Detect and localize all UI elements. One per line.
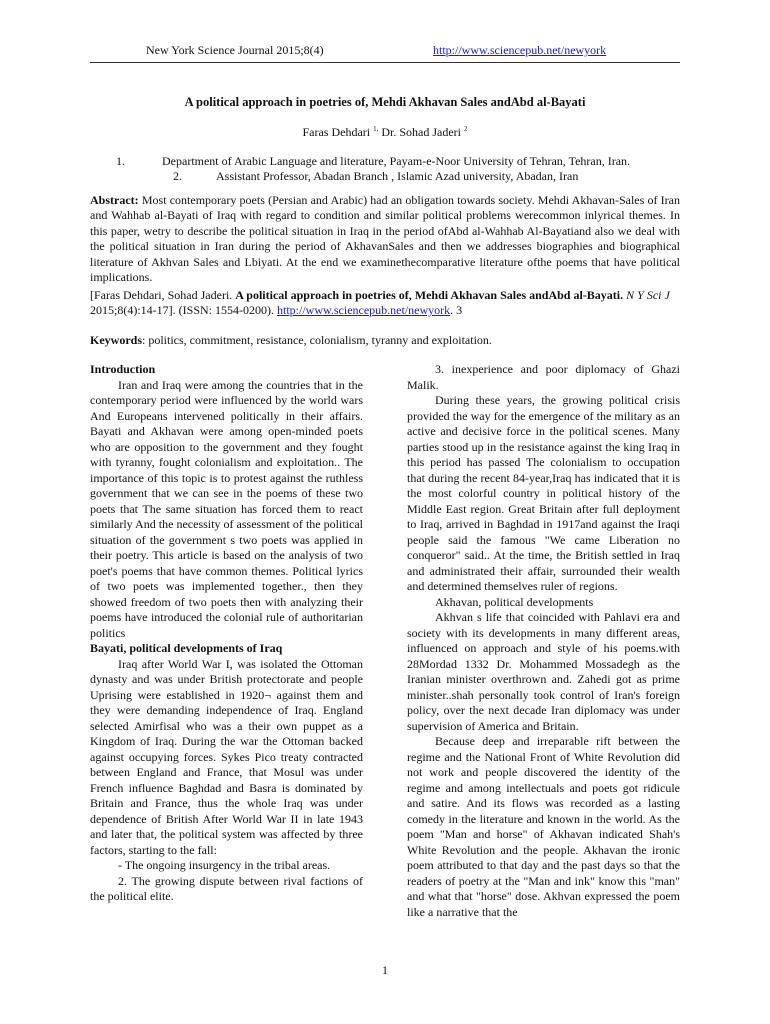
introduction-paragraph: Iran and Iraq were among the countries that in the contemporary period were influenced by the world wars And Europeans intervened politically in their affairs. Bayati and Akhavan were among open-minded poets who are opposition to the government and they fought with tyranny, fought colonialism and exploitation.. The importance of this topic is to protest against the ruthless government that we can see in the poems of these two poets that The same situation has forced them to react similarly And the necessity of assessment of the political situation of the government s two poets was applied in their poetry. This article is based on the analysis of two poet's poems that have common themes. Political lyrics of two poets was implemented together., then they showed freedom of two poets then with analyzing their poems have introduced the colonial rule of authoritarian politics [90, 377, 363, 640]
author-1-affil: 1, [373, 125, 379, 133]
journal-header: New York Science Journal 2015;8(4) [146, 43, 324, 57]
affiliation-2 [173, 169, 578, 184]
paper-title: A political approach in poetries of, Mehdi Akhavan Sales andAbd al-Bayati [184, 95, 586, 109]
factor-2: 2. The growing dispute between rival factions of the political elite. [90, 873, 363, 903]
header-rule [90, 62, 680, 63]
bayati-heading: Bayati, political developments of Iraq [90, 641, 283, 655]
affiliation-1-number: 1. [116, 154, 125, 168]
journal-url-link[interactable]: http://www.sciencepub.net/newyork [433, 43, 607, 57]
keywords [90, 333, 680, 348]
citation-journal: N Y Sci J [626, 288, 670, 302]
affiliation-2-number: 2. [173, 169, 182, 183]
citation-title: A political approach in poetries of, Mehdi Akhavan Sales andAbd al-Bayati. [235, 288, 624, 302]
author-line [0, 125, 770, 140]
factor-1: - The ongoing insurgency in the tribal areas. [118, 858, 331, 872]
citation [90, 288, 680, 319]
abstract-label: Abstract: [90, 193, 139, 207]
abstract-text: Most contemporary poets (Persian and Arabic) had an obligation towards society. Mehdi Akhavan-Sales of Iran and Wahhab al-Bayati of Iraq with regard to condition and similar political problems werecommon inlyrical themes. In this paper, wetry to describe the political situation in Iraq in the period ofAbd al-Wahhab Al-Bayatiand also we deal with the political situation in Iran during the period of AkhavanSales and then we addresses biographies and biographical literature of Akhvan Sales and Lbiyati. At the end we examinethecomparative literature ofthe poems that have political implications. [90, 193, 681, 285]
affiliation-2-text: Assistant Professor, Abadan Branch , Islamic Azad university, Abadan, Iran [216, 169, 579, 183]
akhavan-life-paragraph: Akhvan s life that coincided with Pahlavi era and society with its developments in many different areas, influenced on approach and style of his poems.with 28Mordad 1332 Dr. Mohammed Mossadegh as the Iranian minister overthrown and. Zahedi got as prime minister..shah personally took control of Iran's foreign policy, over the next decade Iran diplomacy was under supervision of America and Britain. [407, 610, 680, 733]
author-2: Dr. Sohad Jaderi [381, 125, 462, 139]
factor-3: 3. inexperience and poor diplomacy of Ghazi Malik. [407, 362, 680, 392]
akhavan-heading: Akhavan, political developments [435, 594, 594, 609]
bayati-paragraph: Iraq after World War I, was isolated the Ottoman dynasty and was under British protectorate and people Uprising were established in 1920¬ against them and they were demanding independence of Iraq. England selected Amirfisal who was a their own puppet as a Kingdom of Iraq. During the war the Ottoman backed against occupying forces. Sykes Pico treaty contracted between England and France, that Mosul was under French influence Baghdad and Basra is dominated by Britain and France, thus the whole Iraq was under dependence of British After World War II in late 1943 and later that, the political system was affected by three factors, starting to the fall: [90, 656, 363, 857]
left-column [90, 362, 363, 905]
abstract [90, 193, 680, 285]
keywords-text: : politics, commitment, resistance, colonialism, tyranny and exploitation. [142, 333, 492, 347]
citation-url-link[interactable]: http://www.sciencepub.net/newyork [276, 303, 451, 318]
citation-tail: . 3 [450, 303, 463, 318]
citation-details: 2015;8(4):14-17]. (ISSN: 1554-0200). [90, 303, 274, 318]
revolution-paragraph: Because deep and irreparable rift between the regime and the National Front of White Revolution did not work and people discovered the identity of the regime and among intellectuals and poets got ridicule and satire. And its flows was recorded as a lasting comedy in the literature and known in the world. As the poem "Man and horse" of Akhavan indicated Shah's White Revolution and the people. Akhavan the ironic poem attributed to that day and the past days so that the readers of poetry at the "Man and ink" know this "man" and what that "horse" dose. Akhvan expressed the poem like a narrative that the [407, 734, 680, 919]
keywords-label: Keywords [90, 333, 142, 347]
introduction-heading: Introduction [90, 362, 156, 376]
page-number: 1 [382, 963, 388, 977]
iraq-crisis-paragraph: During these years, the growing political crisis provided the way for the emergence of the military as an active and decisive force in the political scenes. Many parties stood up in the resistance against the king Iraq in this period has passed The colonialism to occupation that during the recent 84-year,Iraq has indicated that it is the most colorful country in political history of the Middle East region. Great Britain after full deployment to Iraq, arrived in Baghdad in 1917and against the Iraqi people said the famous "We came Liberation no conqueror" said.. At the time, the British settled in Iraq and administrated their affair, surrounded their wealth and determined themselves ruler of regions. [407, 393, 680, 593]
affiliation-1 [116, 154, 630, 169]
right-column [407, 362, 680, 920]
author-2-affil: 2 [464, 125, 468, 133]
citation-open: [Faras Dehdari, Sohad Jaderi. [90, 288, 233, 302]
author-1: Faras Dehdari [302, 125, 371, 139]
affiliation-1-text: Department of Arabic Language and literature, Payam-e-Noor University of Tehran, Tehran, Iran. [162, 154, 631, 168]
